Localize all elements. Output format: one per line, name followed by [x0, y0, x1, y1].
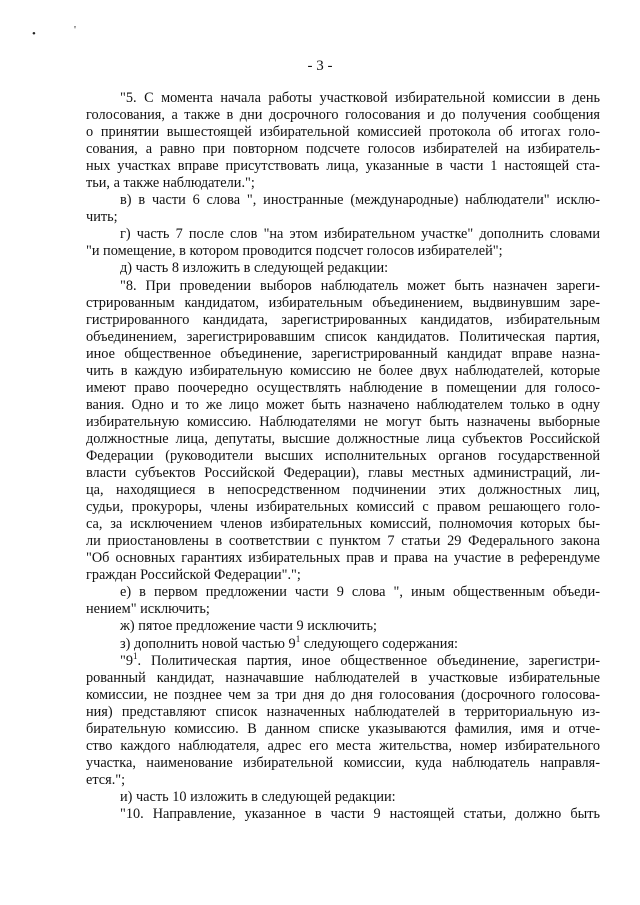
- text-line: "и помещение, в котором проводится подсчет голосов избирателей";: [86, 243, 503, 260]
- text-line: чить;: [86, 209, 118, 226]
- text-line: са, за исключением членов избирательных комиссий, полномочия которых бы-: [86, 516, 600, 533]
- scan-mark-left: •: [32, 28, 36, 40]
- text-segment: з) дополнить новой частью 9: [120, 635, 296, 652]
- text-line: власти субъектов Российской Федерации), главы местных администраций, ли-: [86, 465, 600, 482]
- text-line: тьи, а также наблюдатели.";: [86, 175, 255, 192]
- text-line: "5. С момента начала работы участковой избирательной комиссии в день: [120, 90, 600, 106]
- text-line: ство каждого наблюдателя, адрес его места жительства, номер избирательного: [86, 737, 600, 754]
- text-line: иное общественное объединение, зарегистрированный кандидат вправе назна-: [86, 345, 600, 362]
- text-line: ния) представляют список назначенных наблюдателей в территориальную из-: [86, 703, 600, 720]
- text-line: [86, 633, 600, 653]
- text-line: Федерации (руководители высших исполнительных органов государственной: [86, 447, 600, 464]
- text-line: е) в первом предложении части 9 слова ", иным общественным объеди-: [120, 584, 600, 601]
- text-line: избирательную комиссию. Наблюдателями не могут быть назначены выборные: [86, 413, 600, 430]
- scan-mark-right: ': [74, 24, 76, 36]
- text-line: чить в каждую избирательную комиссию не более двух наблюдателей, которые: [86, 362, 600, 379]
- text-segment: следующего содержания:: [300, 635, 459, 652]
- text-line: рованный кандидат, назначавшие наблюдателей в участковые избирательные: [86, 669, 600, 686]
- text-line: о принятии вышестоящей избирательной комиссией протокола об итогах голо-: [86, 124, 600, 141]
- text-line: вания. Одно и то же лицо может быть назначено наблюдателем только в одну: [86, 396, 600, 413]
- text-line: ли приостановлены в соответствии с пунктом 7 статьи 29 Федерального закона: [86, 533, 600, 550]
- text-line: голосования, а также в дни досрочного голосования и до получения сообщения: [86, 107, 600, 124]
- text-line: гистрированного кандидата, зарегистрированных кандидатов, избирательным: [86, 311, 600, 328]
- text-line: комиссии, не позднее чем за три дня до дня голосования (досрочного голосова-: [86, 686, 600, 703]
- text-line: судьи, прокуроры, члены избирательных комиссий с правом решающего голо-: [86, 499, 600, 516]
- text-line: ется.";: [86, 771, 126, 788]
- text-line: "8. При проведении выборов наблюдатель может быть назначен зареги-: [120, 277, 600, 294]
- superscript: 1: [295, 633, 301, 644]
- text-line: бирательную комиссию. В данном списке указываются фамилия, имя и отче-: [86, 720, 600, 737]
- text-line: должностные лица, депутаты, высшие должностные лица субъектов Российской: [86, 430, 600, 447]
- text-line: ж) пятое предложение части 9 исключить;: [120, 618, 378, 635]
- text-line: ца, находящиеся в непосредственном подчинении этих должностных лиц,: [86, 482, 600, 499]
- text-line: и) часть 10 изложить в следующей редакции:: [120, 788, 396, 805]
- text-line: ных участках вправе присутствовать лица, указанные в части 1 настоящей ста-: [86, 158, 600, 175]
- text-line: "Об основных гарантиях избирательных прав и права на участие в референдуме: [86, 550, 600, 567]
- text-line: сования, а равно при повторном подсчете голосов избирателей на избиратель-: [86, 141, 600, 158]
- superscript: 1: [133, 650, 138, 661]
- text-segment: . Политическая партия, иное общественное объединение, зарегистри-: [137, 652, 600, 669]
- text-line: г) часть 7 после слов "на этом избирательном участке" дополнить словами: [120, 226, 600, 243]
- text-line: д) часть 8 изложить в следующей редакции:: [120, 260, 389, 277]
- text-line: имеют право поочередно осуществлять наблюдение в помещении для голосо-: [86, 379, 600, 396]
- text-line: нением" исключить;: [86, 601, 210, 618]
- text-line: участка, наименование избирательной комиссии, куда наблюдатель направля-: [86, 754, 600, 771]
- text-line: [86, 650, 600, 670]
- page-number: - 3 -: [307, 58, 333, 74]
- text-line: граждан Российской Федерации".";: [86, 567, 301, 584]
- text-line: в) в части 6 слова ", иностранные (международные) наблюдатели" исклю-: [120, 192, 600, 209]
- text-line: объединением, зарегистрировавшим список кандидатов. Политическая партия,: [86, 328, 600, 345]
- text-line: "10. Направление, указанное в части 9 настоящей статьи, должно быть: [120, 805, 600, 822]
- text-line: стрированным кандидатом, избирательным объединением, выдвинувшим заре-: [86, 294, 600, 311]
- document-body: [86, 90, 600, 823]
- text-segment: "9: [120, 652, 133, 669]
